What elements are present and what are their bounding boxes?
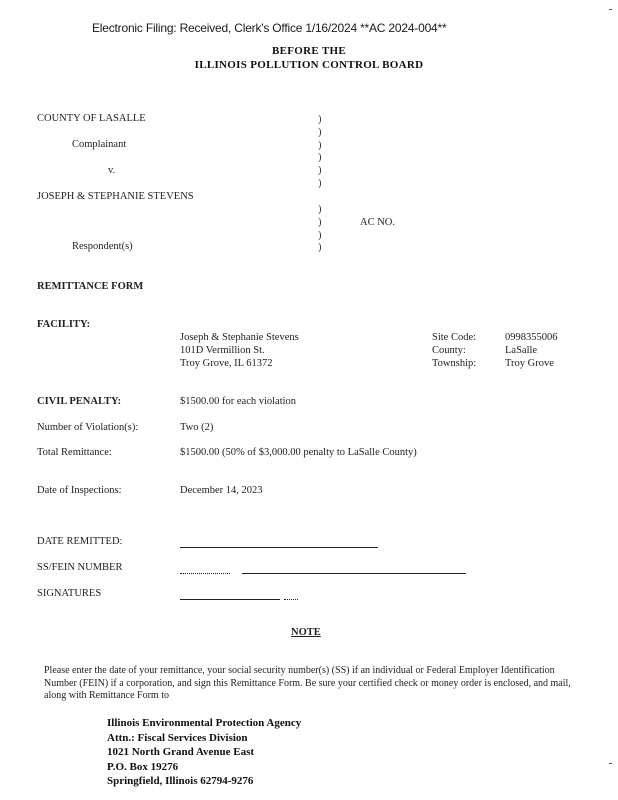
ac-number-label: AC NO. [360,217,396,228]
inspection-date-value: December 14, 2023 [180,485,263,496]
header-board-name: ILLINOIS POLLUTION CONTROL BOARD [194,59,424,71]
signatures-label: SIGNATURES [37,588,102,599]
violations-value: Two (2) [180,422,214,433]
township-label: Township: [432,358,477,369]
signature-field-tail [284,599,298,600]
signature-field[interactable] [180,599,280,600]
note-heading: NOTE [291,627,321,638]
inspection-date-label: Date of Inspections: [37,485,122,496]
facility-address-line-1: Joseph & Stephanie Stevens [180,332,299,343]
respondent-name: JOSEPH & STEPHANIE STEVENS [37,191,194,202]
mail-to-line: Illinois Environmental Protection Agency [107,717,302,729]
facility-label: FACILITY: [37,319,91,330]
respondent-label: Respondent(s) [72,241,133,252]
form-title: REMITTANCE FORM [37,281,144,292]
site-code-value: 0998355006 [505,332,558,343]
page-corner-mark [609,763,612,764]
site-code-label: Site Code: [432,332,477,343]
mail-to-line: P.O. Box 19276 [107,760,179,773]
mail-to-address [107,716,301,789]
note-body: Please enter the date of your remittance, your social security number(s) (SS) if an individual or Federal Employer Identification Number (FEIN) if a corporation, and sign this Remittance Form. Be sure your certified check or money order is enclosed, and mail, along with Remittance Form to [44,665,571,701]
total-remittance-value: $1500.00 (50% of $3,000.00 penalty to LaSalle County) [180,447,417,458]
complainant-label: Complainant [72,139,127,150]
mail-to-line: Attn.: Fiscal Services Division [107,731,248,744]
caption-bracket-lower: ) ) ) ) [318,204,322,254]
filing-stamp: Electronic Filing: Received, Clerk's Office 1/16/2024 **AC 2024-004** [92,21,447,35]
county-value: LaSalle [505,345,538,356]
civil-penalty-value: $1500.00 for each violation [180,396,297,407]
date-remitted-label: DATE REMITTED: [37,536,123,547]
mail-to-line: 1021 North Grand Avenue East [107,746,255,758]
header-before-the: BEFORE THE [271,45,346,57]
mail-to-line: Springfield, Illinois 62794-9276 [107,775,254,787]
violations-label: Number of Violation(s): [37,422,139,433]
facility-address-line-2: 101D Vermillion St. [180,345,265,356]
complainant-name: COUNTY OF LASALLE [37,113,146,124]
versus-label: v. [108,165,116,176]
county-label: County: [432,345,466,356]
ss-fein-field-short[interactable] [180,573,230,574]
facility-address-line-3: Troy Grove, IL 61372 [180,358,273,369]
township-value: Troy Grove [505,358,554,369]
civil-penalty-label: CIVIL PENALTY: [37,396,122,407]
ss-fein-field[interactable] [242,573,466,574]
total-remittance-label: Total Remittance: [37,447,112,458]
date-remitted-field[interactable] [180,547,378,548]
caption-bracket: ) ) ) ) ) ) [318,114,322,189]
ss-fein-label: SS/FEIN NUMBER [37,562,123,573]
page-corner-mark [609,9,612,10]
